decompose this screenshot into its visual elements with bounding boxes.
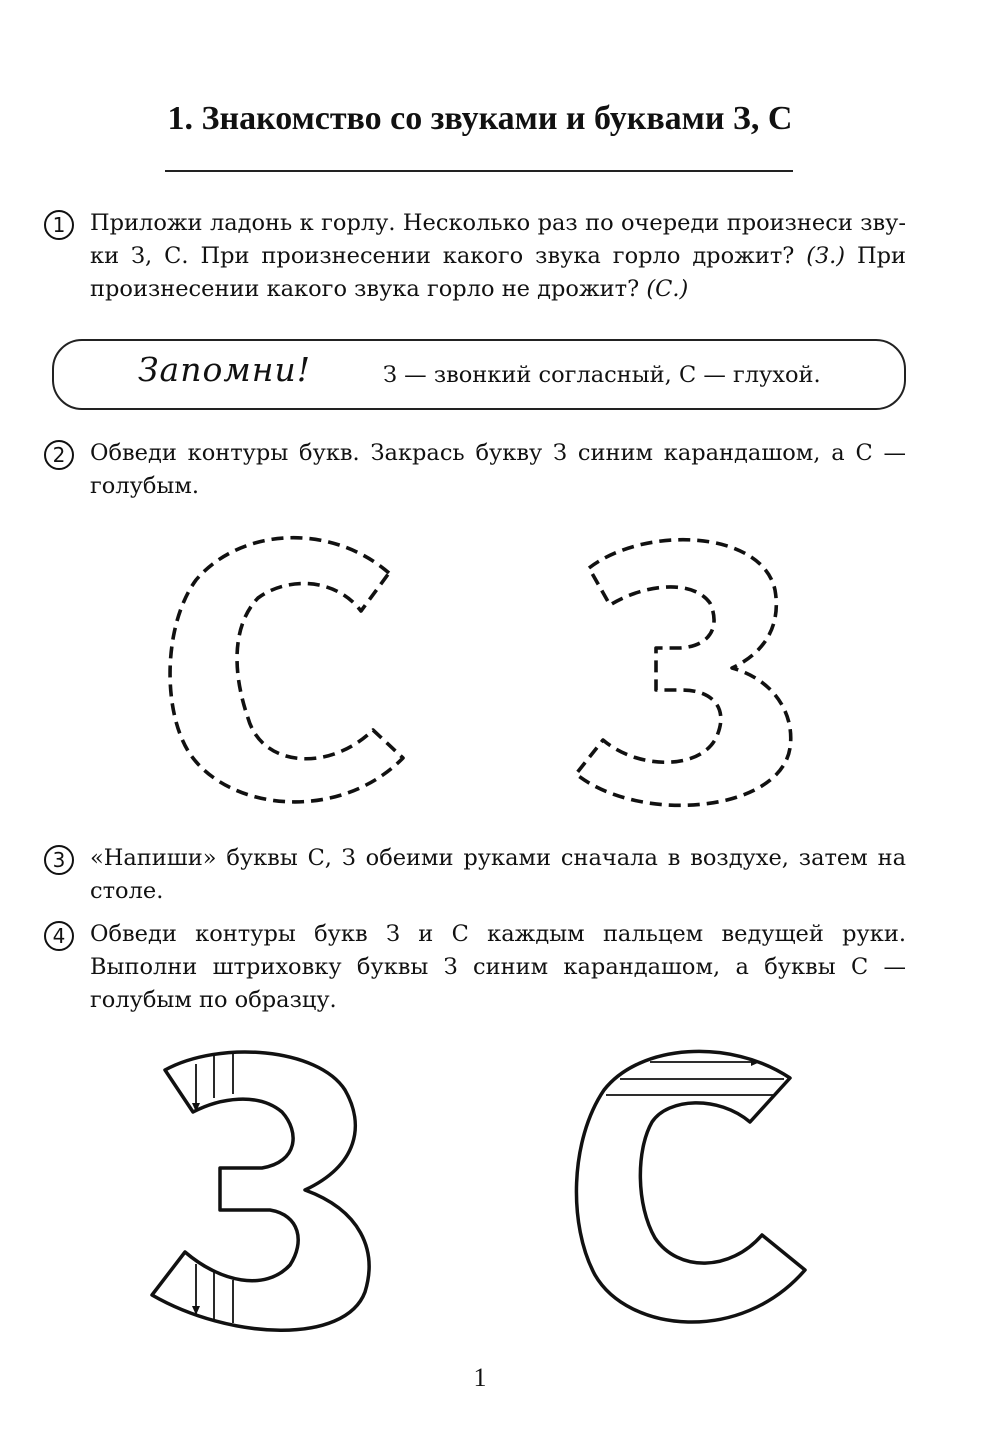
outline-letter-z — [152, 1052, 369, 1330]
task-number-2: 2 — [44, 440, 74, 470]
dashed-letter-s — [170, 538, 403, 802]
dashed-letter-z — [576, 540, 791, 806]
task-number-4: 4 — [44, 921, 74, 951]
task-1-text-part: Приложи ладонь к горлу. Несколько раз по очереди произнеси зву-ки З, С. При произнесении какого звука горло дрожит? — [90, 210, 906, 269]
task-3-text: «Напиши» буквы С, З обеими руками сначала в воздухе, затем на столе. — [90, 845, 906, 904]
task-1-text-part: При произнесении какого звука горло не дрожит? — [90, 243, 906, 302]
task-4-text: Обведи контуры букв З и С каждым пальцем ведущей руки. Выполни штриховку буквы З синим карандашом, а буквы С — голубым по образцу. — [90, 921, 906, 1013]
task-number-1: 1 — [44, 210, 74, 240]
remember-rule: З — звонкий согласный, С — глухой. — [383, 362, 821, 388]
task-1-answer-voiced: (З.) — [806, 243, 846, 269]
task-1-answer-voiceless: (С.) — [646, 276, 689, 302]
outline-letter-s — [576, 1051, 805, 1322]
task-number-3: 3 — [44, 845, 74, 875]
page-title: 1. Знакомство со звуками и буквами З, С — [167, 100, 793, 137]
page-number: 1 — [473, 1363, 487, 1392]
remember-label: Запомни! — [138, 350, 311, 389]
task-2-text: Обведи контуры букв. Закрась букву З синим карандашом, а С — голубым. — [90, 440, 906, 499]
